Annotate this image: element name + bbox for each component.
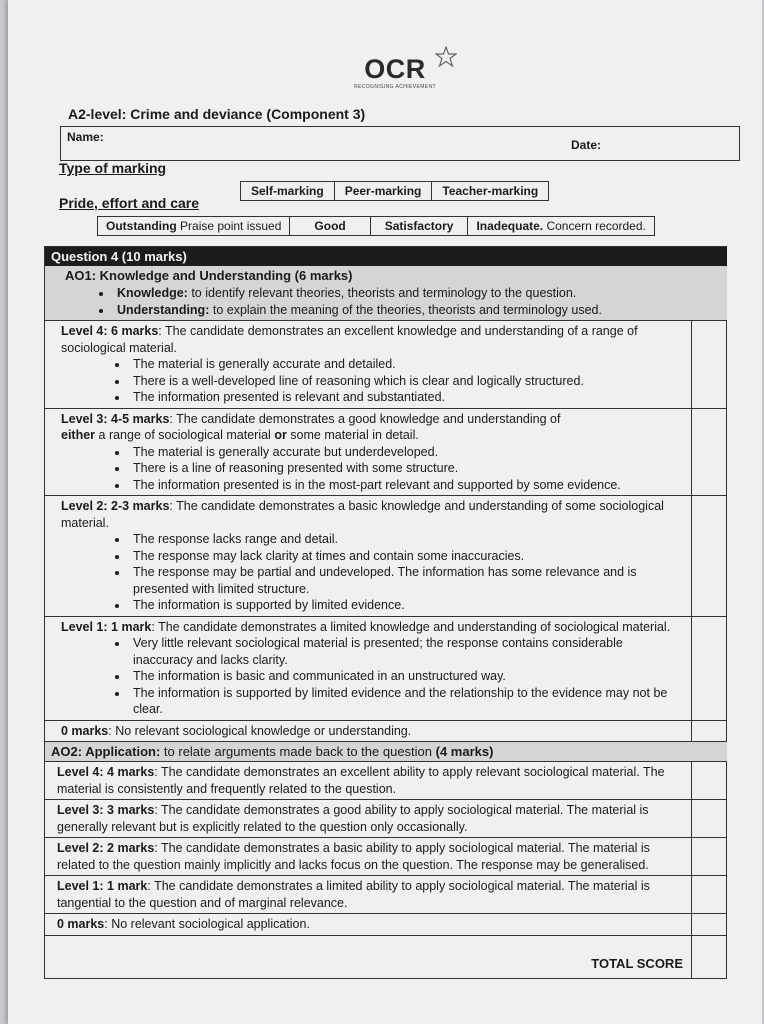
- criterion-bullet: • The response lacks range and detail.: [129, 531, 685, 548]
- criterion-text: [45, 838, 692, 875]
- ao2-level-2-row: [45, 838, 727, 876]
- bold-label: Inadequate.: [476, 219, 544, 233]
- criterion-text: [45, 321, 692, 408]
- criterion-text: [45, 409, 692, 496]
- criterion-bullet: • The material is generally accurate and detailed.: [129, 356, 685, 373]
- ao1-title: AO1: Knowledge and Understanding (6 marks): [65, 268, 353, 283]
- bold-label: Knowledge:: [117, 286, 188, 300]
- score-box[interactable]: [692, 762, 727, 799]
- pride-options: [97, 216, 655, 236]
- total-score-box[interactable]: [692, 936, 727, 978]
- name-date-box[interactable]: [60, 126, 740, 161]
- text-run: a range of sociological material: [95, 428, 275, 442]
- bold-label: Level 4: 6 marks: [61, 324, 159, 338]
- type-of-marking-heading: Type of marking: [59, 160, 167, 176]
- text-run: : No relevant sociological application.: [104, 917, 310, 931]
- criterion-bullet: • Very little relevant sociological material is presented; the response contains considerable inaccuracy and lacks clarity.: [129, 635, 685, 668]
- text-run: : The candidate demonstrates a good knowledge and understanding of: [169, 411, 561, 426]
- bold-label: Level 2: 2 marks: [57, 841, 155, 855]
- option-teacher-marking[interactable]: Teacher-marking: [442, 184, 539, 198]
- star-icon: [435, 46, 457, 68]
- marking-type-options: [240, 181, 549, 201]
- ao2-level-4-row: [45, 762, 727, 800]
- criterion-text: [45, 876, 692, 913]
- criterion-text: [45, 617, 692, 720]
- document-title: A2-level: Crime and deviance (Component 3): [68, 106, 366, 122]
- criterion-bullet: • There is a line of reasoning presented with some structure.: [129, 460, 685, 477]
- total-row: [45, 936, 727, 978]
- score-box[interactable]: [692, 496, 727, 616]
- criterion-bullet: • The information presented is in the most-part relevant and supported by some evidence.: [129, 477, 685, 494]
- bold-label: Level 1: 1 mark: [61, 619, 152, 634]
- text-run: : The candidate demonstrates a limited ability to apply sociological material. The material is tangential to the question and of marginal relevance.: [57, 879, 650, 910]
- logo-wordmark: OCR: [364, 54, 426, 84]
- criterion-text: [45, 914, 692, 935]
- ao1-header: [45, 266, 727, 321]
- ocr-logo: [345, 55, 445, 90]
- option-good[interactable]: [290, 217, 370, 235]
- bold-label: Level 2: 2-3 marks: [61, 499, 170, 513]
- text-run: : The candidate demonstrates an excellent ability to apply relevant sociological material. The material is consistently and frequently related to the question.: [57, 765, 665, 796]
- ao1-level-3-row: [45, 409, 727, 497]
- name-label: Name:: [67, 130, 104, 144]
- option-satisfactory[interactable]: [371, 217, 469, 235]
- bold-label: 0 marks: [57, 917, 105, 931]
- question-heading: Question 4 (10 marks): [45, 247, 727, 266]
- ao2-level-1-row: [45, 876, 727, 914]
- rubric-sheet: [8, 0, 762, 1024]
- criterion-bullet: • The response may be partial and undeveloped. The information has some relevance and is presented with limited structure.: [129, 564, 685, 597]
- bold-label: Level 3: 3 marks: [57, 803, 155, 817]
- score-box[interactable]: [692, 800, 727, 837]
- text-run: : The candidate demonstrates a good ability to apply sociological material. The material is generally relevant but is explicitly related to the question only occasionally.: [57, 803, 649, 834]
- option-outstanding[interactable]: [98, 217, 290, 235]
- bold-label: Understanding:: [117, 302, 210, 317]
- criterion-bullet: • The information is supported by limited evidence.: [129, 597, 685, 614]
- ao2-level-3-row: [45, 800, 727, 838]
- criterion-bullet: • The response may lack clarity at times and contain some inaccuracies.: [129, 548, 685, 565]
- score-box[interactable]: [692, 876, 727, 913]
- bold-label: Level 3: 4-5 marks: [61, 411, 170, 426]
- bold-label: Satisfactory: [384, 219, 454, 233]
- score-box[interactable]: [692, 914, 727, 935]
- text-run: : The candidate demonstrates a basic ability to apply sociological material. The material is related to the question mainly implicitly and lacks focus on the question. The response may be generalised.: [57, 841, 650, 872]
- criterion-text: [45, 800, 692, 837]
- score-box[interactable]: [692, 838, 727, 875]
- criterion-bullet: • There is a well-developed line of reasoning which is clear and logically structured.: [129, 373, 685, 390]
- bold-label: Level 4: 4 marks: [57, 765, 155, 779]
- text-run: to explain the meaning of the theories, theorists and terminology used.: [212, 302, 602, 317]
- ao1-level-4-row: [45, 321, 727, 409]
- option-self-marking[interactable]: Self-marking: [241, 182, 335, 200]
- text-run: : The candidate demonstrates an excellent knowledge and understanding of a range of sociological material.: [61, 324, 638, 355]
- option-peer-marking[interactable]: Peer-marking: [335, 182, 433, 200]
- marking-grid: [44, 246, 727, 979]
- text-run: : The candidate demonstrates a basic knowledge and understanding of some sociological material.: [61, 499, 664, 530]
- ao1-zero-row: [45, 721, 727, 743]
- ao2-header: [45, 742, 727, 762]
- bold-label: AO2: Application:: [51, 744, 161, 759]
- score-box[interactable]: [692, 721, 727, 742]
- date-label: Date:: [571, 138, 602, 152]
- option-inadequate[interactable]: [468, 217, 653, 235]
- ao1-level-2-row: [45, 496, 727, 617]
- bold-label: 0 marks: [61, 723, 109, 738]
- criterion-bullet: • The information presented is relevant and substantiated.: [129, 389, 685, 406]
- score-box[interactable]: [692, 617, 727, 720]
- logo-tagline: RECOGNISING ACHIEVEMENT: [354, 84, 436, 90]
- bold-label: either: [61, 428, 96, 442]
- pride-heading: Pride, effort and care: [59, 195, 200, 211]
- ao1-understanding-bullet: [113, 302, 727, 319]
- text-run: Praise point issued: [180, 219, 282, 233]
- text-run: to relate arguments made back to the question: [160, 744, 436, 759]
- criterion-text: [45, 721, 692, 742]
- criterion-bullet: • The information is supported by limited evidence and the relationship to the evidence may not be clear.: [129, 685, 685, 718]
- bold-label: Good: [314, 219, 346, 233]
- bold-label: Outstanding: [106, 219, 177, 233]
- bold-label: (4 marks): [435, 744, 494, 759]
- text-run: to identify relevant theories, theorists and terminology to the question.: [191, 286, 577, 300]
- ao1-knowledge-bullet: [113, 285, 727, 302]
- text-run: : No relevant sociological knowledge or understanding.: [108, 723, 412, 738]
- text-run: Concern recorded.: [546, 219, 646, 233]
- criterion-bullet: • The information is basic and communicated in an unstructured way.: [129, 668, 685, 685]
- text-run: : The candidate demonstrates a limited knowledge and understanding of sociological material.: [151, 619, 671, 634]
- total-score-label: TOTAL SCORE: [591, 956, 683, 971]
- criterion-text: [45, 762, 692, 799]
- criterion-bullet: • The material is generally accurate but underdeveloped.: [129, 444, 685, 461]
- text-run: some material in detail.: [286, 428, 419, 442]
- score-box[interactable]: [692, 409, 727, 496]
- score-box[interactable]: [692, 321, 727, 408]
- criterion-text: [45, 496, 692, 616]
- bold-label: or: [274, 428, 287, 442]
- criterion-text: [45, 936, 692, 978]
- ao2-zero-row: [45, 914, 727, 936]
- bold-label: Level 1: 1 mark: [57, 879, 148, 893]
- ao1-level-1-row: [45, 617, 727, 721]
